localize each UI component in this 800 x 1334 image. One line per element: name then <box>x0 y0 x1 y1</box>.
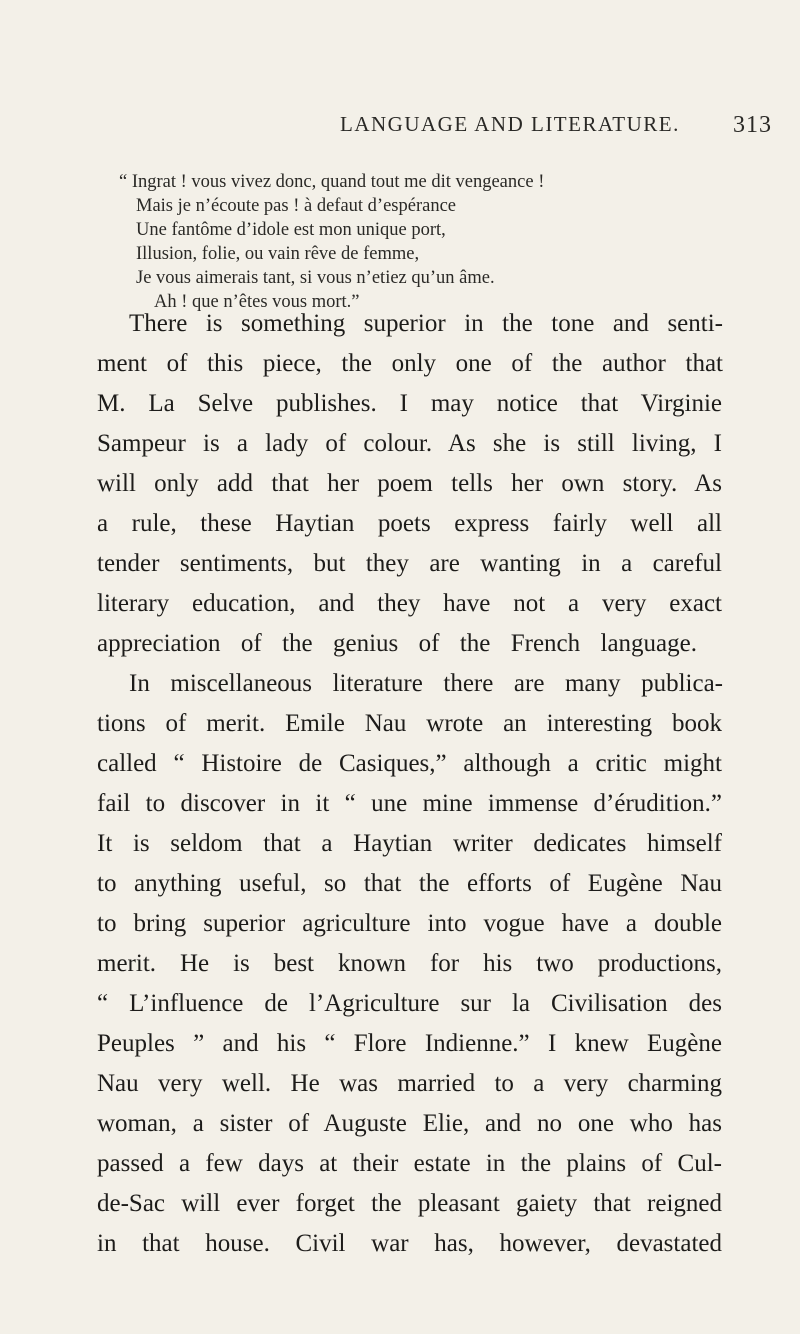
body-line: de-Sac will ever forget the pleasant gaiety that reigned <box>97 1190 722 1217</box>
body-line: will only add that her poem tells her own story. As <box>97 470 722 497</box>
body-line: in that house. Civil war has, however, devastated <box>97 1230 722 1257</box>
body-line: “ L’influence de l’Agriculture sur la Civilisation des <box>97 990 722 1017</box>
body-line: passed a few days at their estate in the plains of Cul- <box>97 1150 722 1177</box>
body-line: There is something superior in the tone and senti- <box>129 310 723 337</box>
body-line: appreciation of the genius of the French language. <box>97 630 697 657</box>
body-line: It is seldom that a Haytian writer dedicates himself <box>97 830 722 857</box>
running-head <box>0 112 800 148</box>
body-line: Sampeur is a lady of colour. As she is still living, I <box>97 430 722 457</box>
poem-line: Je vous aimerais tant, si vous n’etiez qu’un âme. <box>136 268 495 288</box>
body-line: a rule, these Haytian poets express fairly well all <box>97 510 722 537</box>
body-line: woman, a sister of Auguste Elie, and no one who has <box>97 1110 722 1137</box>
body-line: M. La Selve publishes. I may notice that Virginie <box>97 390 722 417</box>
body-line: merit. He is best known for his two productions, <box>97 950 722 977</box>
body-line: to anything useful, so that the efforts of Eugène Nau <box>97 870 722 897</box>
poem-line: Mais je n’écoute pas ! à defaut d’espérance <box>136 196 456 216</box>
body-line: fail to discover in it “ une mine immense d’érudition.” <box>97 790 722 817</box>
body-line: called “ Histoire de Casiques,” although a critic might <box>97 750 722 777</box>
page-number: 313 <box>733 112 772 138</box>
body-line: literary education, and they have not a very exact <box>97 590 722 617</box>
body-line: Peuples ” and his “ Flore Indienne.” I knew Eugène <box>97 1030 722 1057</box>
body-line: tions of merit. Emile Nau wrote an interesting book <box>97 710 722 737</box>
body-line: tender sentiments, but they are wanting in a careful <box>97 550 722 577</box>
body-line: to bring superior agriculture into vogue have a double <box>97 910 722 937</box>
body-line: In miscellaneous literature there are many publica- <box>129 670 723 697</box>
running-title: LANGUAGE AND LITERATURE. <box>340 112 680 136</box>
poem-line: Ah ! que n’êtes vous mort.” <box>154 292 360 312</box>
poem-line: Illusion, folie, ou vain rêve de femme, <box>136 244 420 264</box>
poem-line: Une fantôme d’idole est mon unique port, <box>136 220 446 240</box>
body-line: Nau very well. He was married to a very charming <box>97 1070 722 1097</box>
poem-line: “ Ingrat ! vous vivez donc, quand tout me dit vengeance ! <box>119 172 545 192</box>
body-line: ment of this piece, the only one of the author that <box>97 350 723 377</box>
